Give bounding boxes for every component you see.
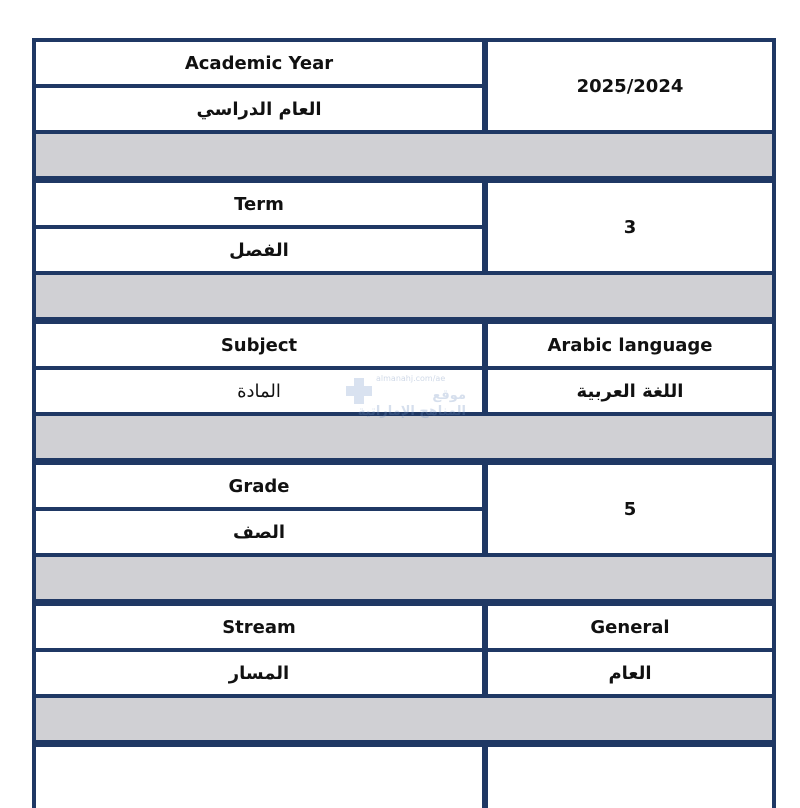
empty-value-cell [488,747,772,808]
separator-row [36,557,772,599]
term-value: 3 [488,183,772,271]
watermark-url: almanahj.com/ae [376,374,446,383]
separator-row [36,275,772,317]
separator-row [36,416,772,458]
stream-label-ar: المسار [36,652,482,694]
academic-year-value: 2025/2024 [488,42,772,130]
term-label-ar: الفصل [36,229,482,271]
separator-row [36,698,772,740]
stream-value-ar: العام [488,652,772,694]
empty-label-cell [36,747,482,808]
stream-value-en: General [488,606,772,648]
term-label-en: Term [36,183,482,225]
grade-value: 5 [488,465,772,553]
watermark-line1: موقع [432,388,466,403]
academic-year-label-en: Academic Year [36,42,482,84]
stream-label-en: Stream [36,606,482,648]
separator-row [36,134,772,176]
subject-label-ar: المادة [36,370,482,412]
subject-value-en: Arabic language [488,324,772,366]
academic-year-label-ar: العام الدراسي [36,88,482,130]
subject-label-en: Subject [36,324,482,366]
watermark-line2: المناهج الإماراتية [357,404,466,419]
grade-label-ar: الصف [36,511,482,553]
subject-value-ar: اللغة العربية [488,370,772,412]
info-table [32,38,776,808]
grade-label-en: Grade [36,465,482,507]
